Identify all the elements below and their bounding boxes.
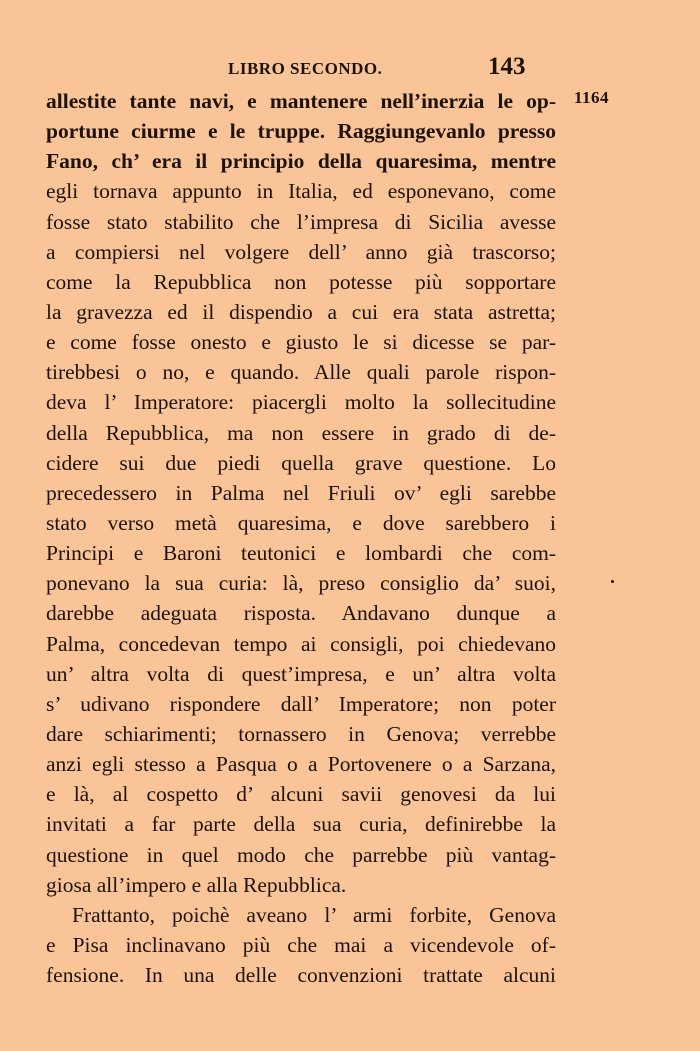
text-line: egli tornava appunto in Italia, ed esponevano, come [46,179,556,204]
page-header [0,55,700,83]
text-line: a compiersi nel volgere dell’ anno già trascorso; [46,239,556,264]
ink-speck [611,580,614,583]
text-line: deva l’ Imperatore: piacergli molto la sollecitudine [46,390,556,415]
text-line: precedessero in Palma nel Friuli ov’ egli sarebbe [46,480,556,505]
text-line: giosa all’impero e alla Repubblica. [46,872,347,897]
text-line: e come fosse onesto e giusto le si dicesse se par- [46,330,556,355]
text-line: e Pisa inclinavano più che mai a vicendevole of- [46,932,556,957]
text-line: ponevano la sua curia: là, preso consiglio da’ suoi, [46,571,556,596]
text-line: fensione. In una delle convenzioni trattate alcuni [46,963,556,988]
body-text [46,86,556,990]
text-line: la gravezza ed il dispendio a cui era stata astretta; [46,299,556,324]
text-line: un’ altra volta di quest’impresa, e un’ altra volta [46,661,556,686]
running-title: LIBRO SECONDO. [228,59,383,78]
text-line: dare schiarimenti; tornassero in Genova; verrebbe [46,721,556,746]
text-line: darebbe adeguata risposta. Andavano dunque a [46,601,556,626]
text-line: allestite tante navi, e mantenere nell’inerzia le op- [46,89,556,113]
text-line: Palma, concedevan tempo ai consigli, poi chiedevano [46,631,556,656]
margin-year: 1164 [574,88,610,107]
text-line: fosse stato stabilito che l’impresa di Sicilia avesse [46,209,556,234]
text-line: Principi e Baroni teutonici e lombardi che com- [46,541,556,566]
text-line: della Repubblica, ma non essere in grado di de- [46,420,556,445]
text-line: come la Repubblica non potesse più sopportare [46,269,556,294]
text-line: portune ciurme e le truppe. Raggiungevanlo presso [46,119,556,144]
text-line: anzi egli stesso a Pasqua o a Portovenere o a Sarzana, [46,752,556,777]
page-number: 143 [488,53,526,80]
text-line: e là, al cospetto d’ alcuni savii genovesi da lui [46,782,556,807]
text-line: Frattanto, poichè aveano l’ armi forbite, Genova [72,902,556,927]
text-line: cidere sui due piedi quella grave questione. Lo [46,450,556,475]
text-line: questione in quel modo che parrebbe più vantag- [46,842,556,867]
text-line: s’ udivano rispondere dall’ Imperatore; non poter [46,691,556,716]
text-line: invitati a far parte della sua curia, definirebbe la [46,812,556,837]
text-line: stato verso metà quaresima, e dove sarebbero i [46,510,556,535]
text-line: tirebbesi o no, e quando. Alle quali parole rispon- [46,360,556,385]
text-line: Fano, ch’ era il principio della quaresima, mentre [46,149,556,174]
